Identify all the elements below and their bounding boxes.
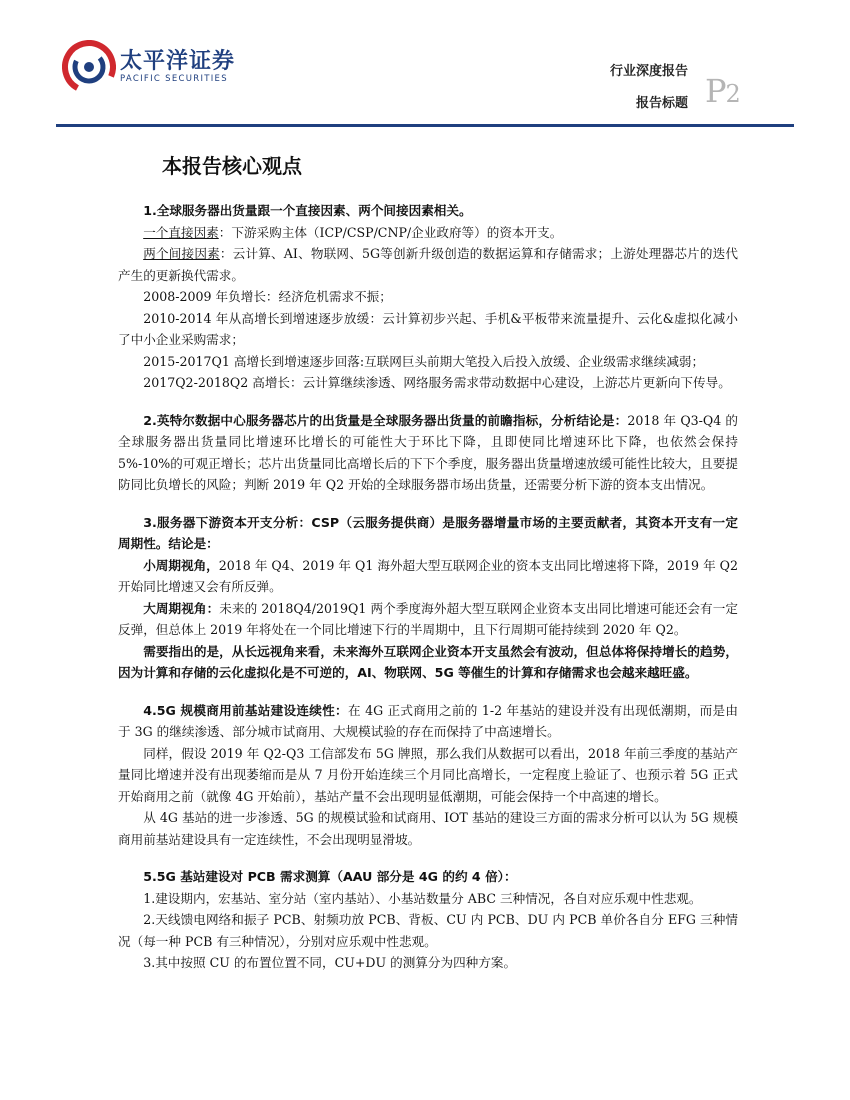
s4-p2: 同样，假设 2019 年 Q2-Q3 工信部发布 5G 牌照，那么我们从数据可以看出，2018 年前三季度的基站产量同比增速并没有出现萎缩而是从 7 月份开始连续三个月同比高增长，一定程度上验证了、也预示着 5G 正式开始商用之前（就像 4G 开始前），基站产量不会出现明显低潮期，可能会保持一个中高速的增长。	[118, 745, 738, 804]
s1-p4: 2017Q2-2018Q2 高增长：云计算继续渗透、网络服务需求带动数据中心建设，上游芯片更新向下传导。	[143, 375, 731, 390]
s4-p3: 从 4G 基站的进一步渗透、5G 的规模试验和试商用、IOT 基站的建设三方面的需求分析可以认为 5G 规模商用前基站建设具有一定连续性，不会出现明显滑坡。	[118, 810, 738, 847]
s3-big-label: 大周期视角：	[143, 600, 220, 616]
report-title: 报告标题	[635, 96, 688, 111]
s1-direct-label: 一个直接因素	[143, 224, 219, 240]
s4-heading: 4.5G 规模商用前基站建设连续性：	[143, 702, 348, 718]
page-number	[705, 72, 740, 110]
s5-heading: 5.5G 基站建设对 PCB 需求测算（AAU 部分是 4G 的约 4 倍）：	[143, 869, 517, 884]
page-header	[0, 0, 850, 130]
s1-indirect-label: 两个间接因素	[143, 246, 220, 261]
s2-paragraph	[118, 410, 738, 496]
page-number-value: 2	[725, 80, 740, 108]
s1-indirect	[118, 243, 738, 286]
s2-heading: 2.英特尔数据中心服务器芯片的出货量是全球服务器出货量的前瞻指标，分析结论是：	[143, 412, 628, 428]
company-name-cn: 太平洋证券	[120, 49, 236, 74]
s3-big-text: 未来的 2018Q4/2019Q1 两个季度海外超大型互联网企业资本支出同比增速可能还会有一定反弹，但总体上 2019 年将处在一个同比增速下行的半周期中，且下行周期可能持续到 2020 年 Q2。	[118, 600, 738, 637]
s1-direct-text: ：下游采购主体（ICP/CSP/CNP/企业政府等）的资本开支。	[218, 224, 563, 240]
s3-heading: 3.服务器下游资本开支分析：CSP（云服务提供商）是服务器增量市场的主要贡献者，其资本开支有一定周期性。结论是：	[118, 514, 738, 551]
s1-direct	[118, 222, 738, 244]
s3-small-text: 2018 年 Q4、2019 年 Q1 海外超大型互联网企业的资本支出同比增速将下降，2019 年 Q2 开始同比增速又会有所反弹。	[118, 557, 739, 594]
company-name-en: PACIFIC SECURITIES	[120, 74, 228, 84]
s4-paragraph	[118, 700, 738, 743]
logo-emblem-icon	[62, 40, 116, 94]
report-type: 行业深度报告	[609, 64, 688, 79]
section-title: 本报告核心观点	[162, 154, 302, 178]
s5-p1: 1.建设期内，宏基站、室分站（室内基站）、小基站数量分 ABC 三种情况，各自对应乐观中性悲观。	[143, 890, 702, 906]
s2-text: 2018 年 Q3-Q4 的全球服务器出货量同比增速环比增长的可能性大于环比下降，且即使同比增速环比下降，也依然会保持 5%-10%的可观正增长；芯片出货量同比高增长后的下下个季度，服务器出货量增速放缓可能性比较大，且要提防同比负增长的风险；判断 2019 年 Q2 开始的全球服务器市场出货量，还需要分析下游的资本支出情况。	[118, 412, 738, 492]
s5-p2: 2.天线馈电网络和振子 PCB、射频功放 PCB、背板、CU 内 PCB、DU 内 PCB 单价各自分 EFG 三种情况（每一种 PCB 有三种情况），分别对应乐观中性悲观。	[118, 912, 738, 949]
s3-big	[118, 598, 738, 641]
s4-text: 在 4G 正式商用之前的 1-2 年基站的建设并没有出现低潮期，而是由于 3G 的继续渗透、部分城市试商用、大规模试验的存在而保持了中高速增长。	[118, 702, 739, 739]
header-divider	[56, 124, 794, 127]
company-logo	[62, 40, 242, 100]
s5-p3: 3.其中按照 CU 的布置位置不同，CU+DU 的测算分为四种方案。	[143, 955, 517, 970]
s1-heading: 1.全球服务器出货量跟一个直接因素、两个间接因素相关。	[143, 203, 472, 218]
s1-p1: 2008-2009 年负增长：经济危机需求不振；	[143, 289, 392, 304]
s1-p3: 2015-2017Q1 高增长到增速逐步回落:互联网巨头前期大笔投入后投入放缓、企业级需求继续减弱；	[143, 353, 705, 369]
s3-note: 需要指出的是，从长远视角来看，未来海外互联网企业资本开支虽然会有波动，但总体将保持增长的趋势，因为计算和存储的云化虚拟化是不可逆的，AI、物联网、5G 等催生的计算和存储需求也会越来越旺盛。	[118, 643, 738, 680]
s1-indirect-text: ：云计算、AI、物联网、5G等创新升级创造的数据运算和存储需求；上游处理器芯片的迭代产生的更新换代需求。	[118, 246, 738, 283]
report-body	[118, 200, 738, 974]
s1-p2: 2010-2014 年从高增长到增速逐步放缓：云计算初步兴起、手机&平板带来流量提升、云化&虚拟化减小了中小企业采购需求；	[118, 310, 738, 347]
s3-small	[118, 555, 738, 598]
s3-small-label: 小周期视角，	[143, 557, 219, 573]
page-prefix: P	[705, 72, 726, 110]
